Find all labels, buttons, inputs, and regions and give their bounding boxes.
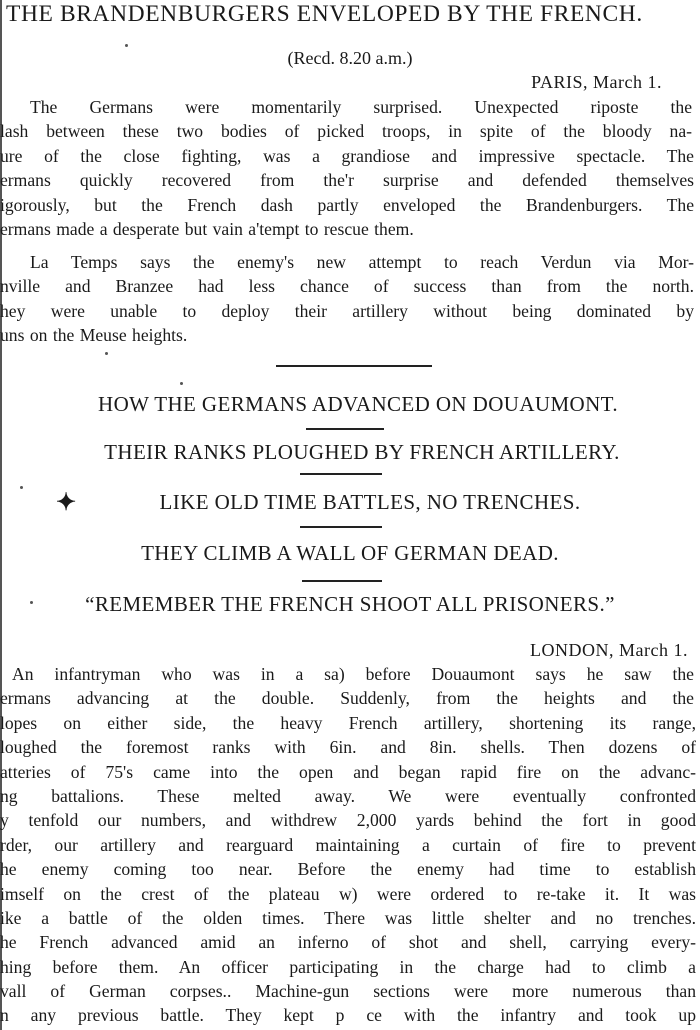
print-speck: [30, 601, 33, 604]
text-line: ng battalions. These melted away. We were eventually confronted: [0, 785, 696, 806]
divider-rule: [300, 473, 382, 475]
divider-rule: [276, 365, 432, 367]
print-speck: [20, 486, 23, 489]
text-line: La Temps says the enemy's new attempt to reach Verdun via Mor-: [30, 252, 694, 272]
text-line: n any previous battle. They kept p ce with the infantry and took up: [0, 1005, 696, 1026]
text-line: vall of German corpses.. Machine-gun sections were more numerous than: [0, 981, 696, 1002]
text-line: hey were unable to deploy their artillery without being dominated by: [0, 300, 694, 321]
subhead-wall-of-dead: THEY CLIMB A WALL OF GERMAN DEAD.: [141, 541, 559, 565]
text-line: ure of the close fighting, was a grandiose and impressive spectacle. The: [0, 145, 694, 166]
text-line: y tenfold our numbers, and withdrew 2,000 yards behind the fort in good: [0, 810, 696, 831]
divider-rule: [306, 428, 384, 430]
text-line: loughed the foremost ranks with 6in. and 8in. shells. Then dozens of: [0, 737, 696, 758]
text-line: igorously, but the French dash partly enveloped the Brandenburgers. The: [0, 194, 694, 215]
divider-rule: [300, 526, 382, 528]
subhead-prisoners: “REMEMBER THE FRENCH SHOOT ALL PRISONERS.”: [85, 592, 615, 616]
text-line: ermans advancing at the double. Suddenly, from the heights and the: [0, 688, 694, 709]
text-line: lopes on either side, the heavy French artillery, shortening its range,: [0, 712, 696, 733]
dateline-paris: PARIS, March 1.: [531, 72, 662, 92]
text-line: ermans quickly recovered from the'r surprise and defended themselves: [0, 170, 694, 191]
text-line: lash between these two bodies of picked troops, in spite of the bloody na-: [0, 121, 692, 142]
text-line: he enemy coming too near. Before the enemy had time to establish: [0, 859, 696, 880]
text-line: he French advanced amid an inferno of shot and shell, carrying every-: [0, 932, 696, 953]
text-line: hing before them. An officer participating in the charge had to climb a: [0, 956, 696, 977]
print-speck: [180, 382, 183, 385]
subhead-artillery: THEIR RANKS PLOUGHED BY FRENCH ARTILLERY.: [104, 440, 620, 464]
text-line: ike a battle of the olden times. There was little shelter and no trenches.: [0, 907, 696, 928]
text-line: atteries of 75's came into the open and began rapid fire on the advanc-: [0, 761, 696, 782]
text-line: imself on the crest of the plateau w) were ordered to re-take it. It was: [0, 883, 696, 904]
divider-rule: [302, 580, 382, 582]
text-line: ermans made a desperate but vain a'tempt to rescue them.: [0, 218, 414, 239]
london-paragraph: [0, 662, 700, 1028]
text-line: uns on the Meuse heights.: [0, 325, 188, 346]
temps-paragraph: [0, 250, 700, 348]
subhead-douaumont: HOW THE GERMANS ADVANCED ON DOUAUMONT.: [98, 392, 618, 416]
text-line: The Germans were momentarily surprised. Unexpected riposte the: [30, 97, 692, 117]
text-line: rder, our artillery and rearguard maintaining a curtain of fire to prevent: [0, 834, 696, 855]
headline: THE BRANDENBURGERS ENVELOPED BY THE FRENCH.: [6, 1, 643, 27]
print-speck: [105, 352, 108, 355]
text-line: nville and Branzee had less chance of success than from the north.: [0, 276, 694, 297]
received-note: (Recd. 8.20 a.m.): [287, 48, 413, 68]
text-line: An infantryman who was in a sa) before Douaumont says he saw the: [12, 664, 694, 684]
subhead-trenches: LIKE OLD TIME BATTLES, NO TRENCHES.: [159, 490, 581, 514]
print-speck: [125, 44, 128, 47]
paris-paragraph: [0, 95, 700, 241]
dateline-london: LONDON, March 1.: [530, 640, 688, 660]
ink-blot-icon: ✦: [56, 490, 77, 516]
